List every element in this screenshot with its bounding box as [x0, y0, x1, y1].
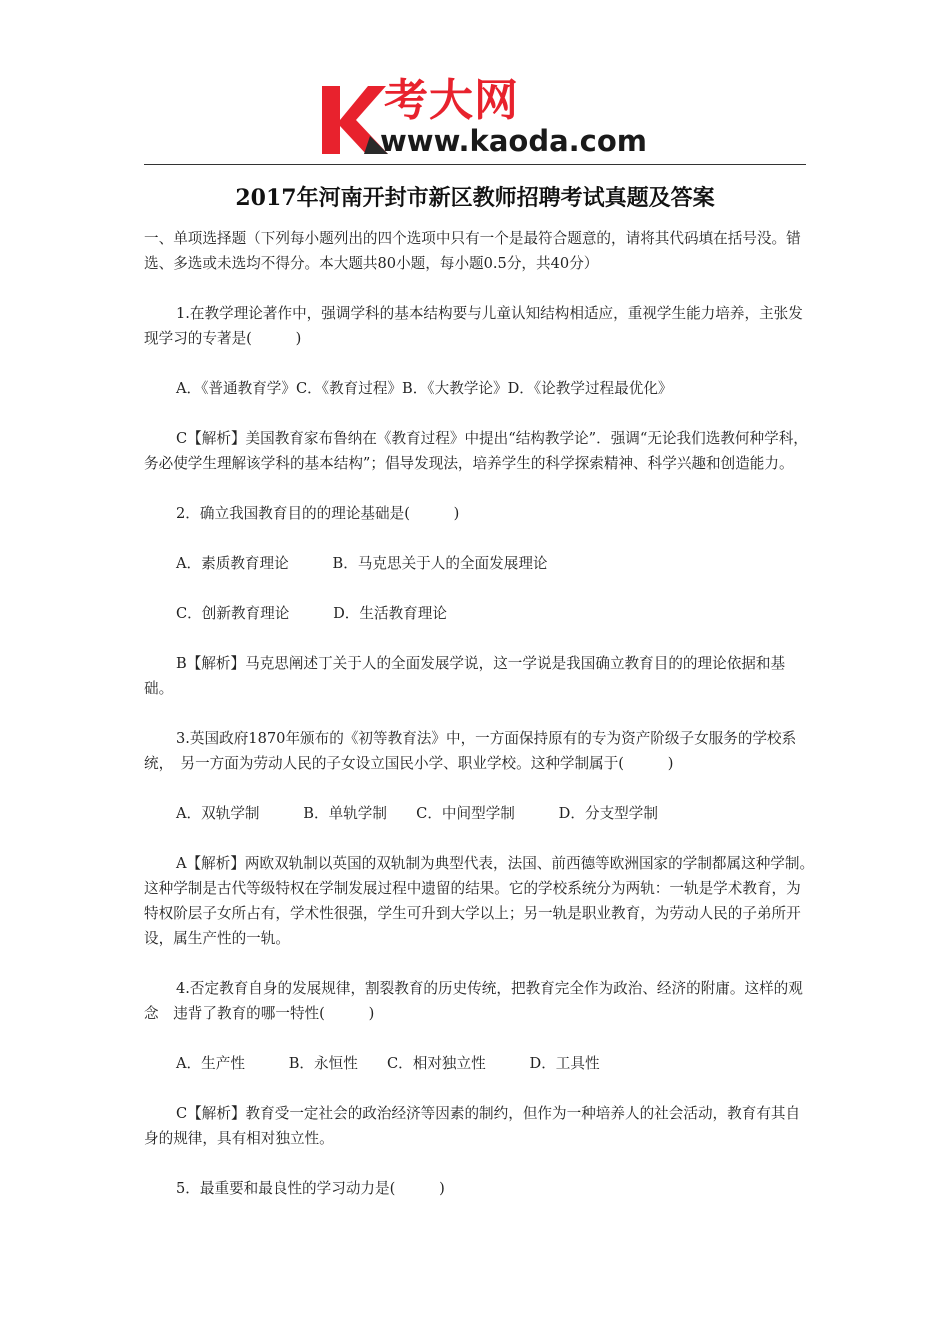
question-2-analysis: B【解析】马克思阐述丁关于人的全面发展学说，这一学说是我国确立教育目的的理论依据和基础。: [144, 655, 786, 697]
question-1-options: A．《普通教育学》C．《教育过程》B．《大教学论》D．《论教学过程最优化》: [176, 380, 673, 397]
question-4-options: A．生产性 B．永恒性 C．相对独立性 D．工具性: [176, 1055, 600, 1072]
logo-site-name: 考大网: [384, 75, 519, 126]
question-2-options-row-1: A．素质教育理论 B．马克思关于人的全面发展理论: [176, 555, 548, 572]
question-4-stem: 4.否定教育自身的发展规律，割裂教育的历史传统，把教育完全作为政治、经济的附庸。这样的观念 违背了教育的哪一特性( ): [144, 980, 803, 1022]
question-3-stem: 3.英国政府1870年颁布的《初等教育法》中，一方面保持原有的专为资产阶级子女服务的学校系统， 另一方面为劳动人民的子女设立国民小学、职业学校。这种学制属于( ): [144, 730, 797, 772]
k-logo-icon: [318, 80, 388, 156]
document-body: [144, 226, 822, 1226]
question-2-stem: 2．确立我国教育目的的理论基础是( ): [176, 505, 460, 522]
question-3-options: A．双轨学制 B．单轨学制 C．中间型学制 D．分支型学制: [176, 805, 658, 822]
question-1-stem: 1.在教学理论著作中，强调学科的基本结构要与儿童认知结构相适应，重视学生能力培养，主张发现学习的专著是( ): [144, 305, 803, 347]
site-logo: [318, 75, 647, 160]
question-1-analysis: C【解析】美国教育家布鲁纳在《教育过程》中提出“结构教学论”．强调“无论我们选教何种学科，务必使学生理解该学科的基本结构”；倡导发现法，培养学生的科学探索精神、科学兴趣和创造能力。: [144, 430, 808, 472]
question-2-options-row-2: C．创新教育理论 D．生活教育理论: [176, 605, 447, 622]
question-4-analysis: C【解析】教育受一定社会的政治经济等因素的制约，但作为一种培养人的社会活动，教育有其自身的规律，具有相对独立性。: [144, 1105, 801, 1147]
header-divider: [144, 164, 806, 165]
section-intro: 一、单项选择题（下列每小题列出的四个选项中只有一个是最符合题意的，请将其代码填在括号没。错选、多选或未选均不得分。本大题共80小题，每小题0.5分，共40分）: [144, 230, 801, 272]
question-3-analysis: A【解析】两欧双轨制以英国的双轨制为典型代表，法国、前西德等欧洲国家的学制都属这种学制。 这种学制是古代等级特权在学制发展过程中遗留的结果。它的学校系统分为两轨：一轨是学术教育，为特权阶层子女所占有，学术性很强，学生可升到大学以上；另一轨是职业教育，为劳动人民的子弟所开设，属生产性的一轨。: [144, 855, 822, 947]
document-title: 2017年河南开封市新区教师招聘考试真题及答案: [235, 185, 715, 211]
question-5-stem: 5．最重要和最良性的学习动力是( ): [176, 1180, 445, 1197]
logo-site-url: www.kaoda.com: [380, 124, 647, 158]
